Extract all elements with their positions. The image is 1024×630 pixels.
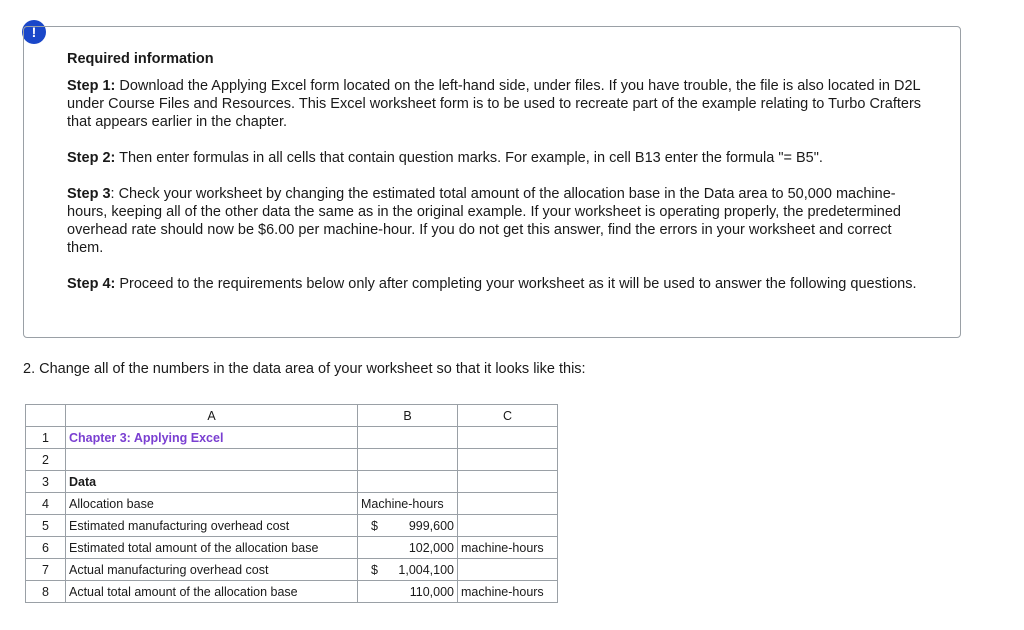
table-row bbox=[26, 581, 558, 603]
row-number: 6 bbox=[26, 537, 66, 559]
row-number: 8 bbox=[26, 581, 66, 603]
table-row bbox=[26, 449, 558, 471]
cell-a3: Data bbox=[66, 471, 358, 493]
info-title: Required information bbox=[67, 51, 214, 67]
cell-a7: Actual manufacturing overhead cost bbox=[66, 559, 358, 581]
cell-a4: Allocation base bbox=[66, 493, 358, 515]
row-number: 4 bbox=[26, 493, 66, 515]
currency-symbol: $ bbox=[371, 562, 378, 577]
cell-b7 bbox=[358, 559, 458, 581]
row-number: 3 bbox=[26, 471, 66, 493]
question-text: 2. Change all of the numbers in the data area of your worksheet so that it looks like this: bbox=[23, 361, 586, 377]
step-1-label: Step 1: bbox=[67, 78, 116, 94]
column-header-a: A bbox=[66, 405, 358, 427]
cell-c5 bbox=[458, 515, 558, 537]
cell-c7 bbox=[458, 559, 558, 581]
cell-b2 bbox=[358, 449, 458, 471]
step-4 bbox=[67, 275, 927, 293]
step-2-text: Then enter formulas in all cells that contain question marks. For example, in cell B13 enter the formula "= B5". bbox=[115, 150, 823, 166]
table-row bbox=[26, 559, 558, 581]
info-content bbox=[67, 51, 927, 311]
cell-c3 bbox=[458, 471, 558, 493]
cell-b3 bbox=[358, 471, 458, 493]
cell-a1: Chapter 3: Applying Excel bbox=[66, 427, 358, 449]
cell-b4: Machine-hours bbox=[358, 493, 458, 515]
table-row bbox=[26, 493, 558, 515]
required-information-box bbox=[23, 26, 961, 338]
alert-icon: ! bbox=[22, 20, 46, 44]
step-1-text: Download the Applying Excel form located on the left-hand side, under files. If you have trouble, the file is also located in D2L under Course Files and Resources. This Excel worksheet form is to be used to recreate part of the example relating to Turbo Crafters that appears earlier in the chapter. bbox=[67, 78, 922, 130]
step-4-text: Proceed to the requirements below only after completing your worksheet as it will be used to answer the following questions. bbox=[115, 276, 917, 292]
row-number: 1 bbox=[26, 427, 66, 449]
cell-b1 bbox=[358, 427, 458, 449]
worksheet-table bbox=[25, 404, 558, 603]
step-3-label: Step 3 bbox=[67, 186, 111, 202]
cell-b5 bbox=[358, 515, 458, 537]
table-row bbox=[26, 537, 558, 559]
step-4-label: Step 4: bbox=[67, 276, 116, 292]
cell-b6: 102,000 bbox=[358, 537, 458, 559]
cell-b5-value: 999,600 bbox=[408, 518, 454, 533]
table-row bbox=[26, 471, 558, 493]
cell-b7-value: 1,004,100 bbox=[398, 562, 454, 577]
cell-c1 bbox=[458, 427, 558, 449]
column-header-c: C bbox=[458, 405, 558, 427]
cell-c2 bbox=[458, 449, 558, 471]
row-number: 7 bbox=[26, 559, 66, 581]
cell-c4 bbox=[458, 493, 558, 515]
step-3-text: : Check your worksheet by changing the estimated total amount of the allocation base in the Data area to 50,000 machine-hours, keeping all of the other data the same as in the original example. If your worksheet is operating properly, the predetermined overhead rate should now be $6.00 per machine-hour. If you do not get this answer, find the errors in your worksheet and correct them. bbox=[67, 186, 901, 256]
column-header-b: B bbox=[358, 405, 458, 427]
row-number: 5 bbox=[26, 515, 66, 537]
step-3 bbox=[67, 185, 927, 257]
table-row bbox=[26, 515, 558, 537]
corner-cell bbox=[26, 405, 66, 427]
step-1 bbox=[67, 77, 927, 131]
cell-a5: Estimated manufacturing overhead cost bbox=[66, 515, 358, 537]
step-2 bbox=[67, 149, 927, 167]
cell-a2 bbox=[66, 449, 358, 471]
cell-b8: 110,000 bbox=[358, 581, 458, 603]
cell-c8: machine-hours bbox=[458, 581, 558, 603]
cell-c6: machine-hours bbox=[458, 537, 558, 559]
table-row bbox=[26, 427, 558, 449]
step-2-label: Step 2: bbox=[67, 150, 116, 166]
column-header-row bbox=[26, 405, 558, 427]
row-number: 2 bbox=[26, 449, 66, 471]
cell-a6: Estimated total amount of the allocation base bbox=[66, 537, 358, 559]
currency-symbol: $ bbox=[371, 518, 378, 533]
cell-a8: Actual total amount of the allocation base bbox=[66, 581, 358, 603]
